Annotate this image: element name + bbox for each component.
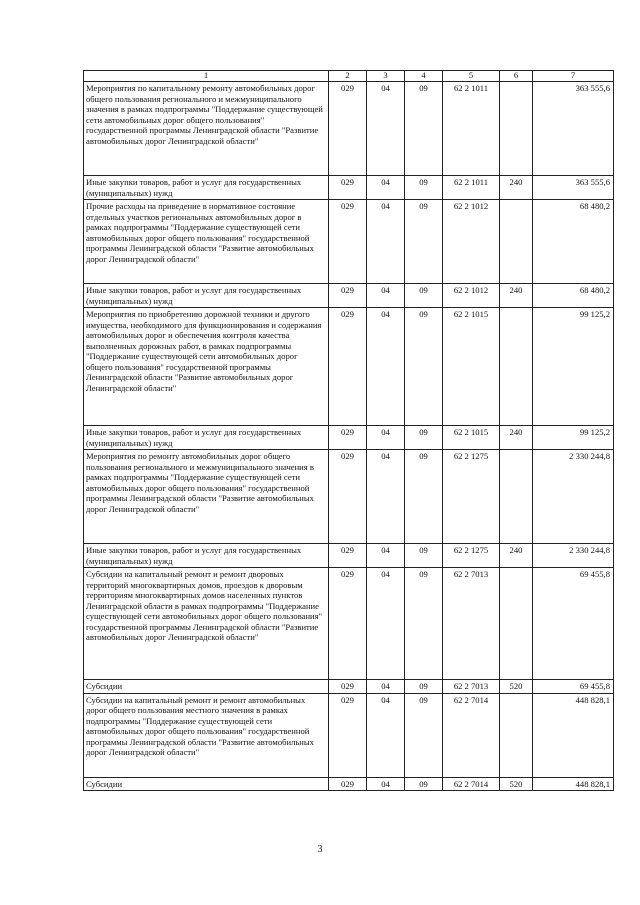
header-col-2: 2 bbox=[329, 71, 367, 82]
table-row bbox=[84, 426, 614, 450]
header-col-5: 5 bbox=[443, 71, 500, 82]
row-subsection: 09 bbox=[405, 680, 443, 694]
row-amount: 363 555,6 bbox=[533, 176, 614, 200]
row-section: 04 bbox=[367, 82, 405, 176]
header-col-4: 4 bbox=[405, 71, 443, 82]
row-amount: 448 828,1 bbox=[533, 693, 614, 777]
row-amount: 2 330 244,8 bbox=[533, 544, 614, 568]
table-row bbox=[84, 568, 614, 680]
row-expense-type bbox=[500, 450, 533, 544]
header-col-6: 6 bbox=[500, 71, 533, 82]
row-subsection: 09 bbox=[405, 777, 443, 791]
row-description: Иные закупки товаров, работ и услуг для государственных (муниципальных) нужд bbox=[84, 544, 329, 568]
row-admin-code: 029 bbox=[329, 176, 367, 200]
row-expense-type: 240 bbox=[500, 284, 533, 308]
row-description: Субсидии на капитальный ремонт и ремонт дворовых территорий многоквартирных домов, проездов к дворовым территориям многоквартирных домов населенных пунктов Ленинградской области в рамках подпрограммы "Поддержание существующей сети автомобильных дорог общего пользования" государственной программы Ленинградской области "Развитие автомобильных дорог Ленинградской области" bbox=[84, 568, 329, 680]
row-amount: 363 555,6 bbox=[533, 82, 614, 176]
row-target-article: 62 2 1012 bbox=[443, 284, 500, 308]
table-row bbox=[84, 680, 614, 694]
row-description: Субсидии bbox=[84, 777, 329, 791]
header-col-7: 7 bbox=[533, 71, 614, 82]
row-subsection: 09 bbox=[405, 450, 443, 544]
row-admin-code: 029 bbox=[329, 693, 367, 777]
table-row bbox=[84, 544, 614, 568]
row-section: 04 bbox=[367, 284, 405, 308]
row-subsection: 09 bbox=[405, 693, 443, 777]
row-expense-type: 240 bbox=[500, 426, 533, 450]
row-target-article: 62 2 1275 bbox=[443, 450, 500, 544]
row-admin-code: 029 bbox=[329, 284, 367, 308]
row-amount: 2 330 244,8 bbox=[533, 450, 614, 544]
row-target-article: 62 2 7013 bbox=[443, 680, 500, 694]
row-target-article: 62 2 7014 bbox=[443, 777, 500, 791]
row-section: 04 bbox=[367, 544, 405, 568]
budget-table bbox=[83, 70, 614, 791]
row-section: 04 bbox=[367, 568, 405, 680]
row-subsection: 09 bbox=[405, 308, 443, 426]
row-amount: 69 455,8 bbox=[533, 680, 614, 694]
row-section: 04 bbox=[367, 680, 405, 694]
row-description: Прочие расходы на приведение в нормативное состояние отдельных участков региональных автомобильных дорог в рамках подпрограммы "Поддержание существующей сети автомобильных дорог общего пользования" государственной программы Ленинградской области "Развитие автомобильных дорог Ленинградской области" bbox=[84, 200, 329, 284]
row-target-article: 62 2 1011 bbox=[443, 82, 500, 176]
row-subsection: 09 bbox=[405, 82, 443, 176]
row-section: 04 bbox=[367, 176, 405, 200]
row-description: Иные закупки товаров, работ и услуг для государственных (муниципальных) нужд bbox=[84, 426, 329, 450]
row-section: 04 bbox=[367, 777, 405, 791]
row-subsection: 09 bbox=[405, 284, 443, 308]
header-row bbox=[84, 71, 614, 82]
row-expense-type: 520 bbox=[500, 680, 533, 694]
row-target-article: 62 2 7013 bbox=[443, 568, 500, 680]
row-section: 04 bbox=[367, 693, 405, 777]
row-expense-type: 520 bbox=[500, 777, 533, 791]
row-amount: 68 480,2 bbox=[533, 284, 614, 308]
row-description: Мероприятия по капитальному ремонту автомобильных дорог общего пользования регионального и межмуниципального значения в рамках подпрограммы "Поддержание существующей сети автомобильных дорог общего пользования" государственной программы Ленинградской области "Развитие автомобильных дорог Ленинградской области" bbox=[84, 82, 329, 176]
row-section: 04 bbox=[367, 450, 405, 544]
row-target-article: 62 2 1011 bbox=[443, 176, 500, 200]
table-row bbox=[84, 176, 614, 200]
row-admin-code: 029 bbox=[329, 544, 367, 568]
row-target-article: 62 2 1275 bbox=[443, 544, 500, 568]
table-row bbox=[84, 777, 614, 791]
table-row bbox=[84, 82, 614, 176]
row-description: Иные закупки товаров, работ и услуг для государственных (муниципальных) нужд bbox=[84, 284, 329, 308]
row-amount: 99 125,2 bbox=[533, 308, 614, 426]
row-expense-type bbox=[500, 568, 533, 680]
row-description: Субсидии bbox=[84, 680, 329, 694]
row-expense-type bbox=[500, 693, 533, 777]
row-subsection: 09 bbox=[405, 568, 443, 680]
row-subsection: 09 bbox=[405, 200, 443, 284]
row-expense-type bbox=[500, 308, 533, 426]
row-target-article: 62 2 1015 bbox=[443, 426, 500, 450]
table-row bbox=[84, 284, 614, 308]
row-admin-code: 029 bbox=[329, 450, 367, 544]
table-row bbox=[84, 308, 614, 426]
row-expense-type: 240 bbox=[500, 544, 533, 568]
row-admin-code: 029 bbox=[329, 200, 367, 284]
row-subsection: 09 bbox=[405, 544, 443, 568]
row-amount: 69 455,8 bbox=[533, 568, 614, 680]
row-admin-code: 029 bbox=[329, 680, 367, 694]
row-section: 04 bbox=[367, 426, 405, 450]
row-amount: 448 828,1 bbox=[533, 777, 614, 791]
page-number: 3 bbox=[317, 844, 323, 855]
row-expense-type bbox=[500, 82, 533, 176]
row-section: 04 bbox=[367, 308, 405, 426]
row-description: Субсидии на капитальный ремонт и ремонт автомобильных дорог общего пользования местного значения в рамках подпрограммы "Поддержание существующей сети автомобильных дорог общего пользования" государственной программы Ленинградской области "Развитие автомобильных дорог Ленинградской области" bbox=[84, 693, 329, 777]
row-target-article: 62 2 1012 bbox=[443, 200, 500, 284]
row-description: Иные закупки товаров, работ и услуг для государственных (муниципальных) нужд bbox=[84, 176, 329, 200]
row-target-article: 62 2 7014 bbox=[443, 693, 500, 777]
header-col-3: 3 bbox=[367, 71, 405, 82]
row-expense-type: 240 bbox=[500, 176, 533, 200]
row-subsection: 09 bbox=[405, 176, 443, 200]
header-col-1: 1 bbox=[84, 71, 329, 82]
row-expense-type bbox=[500, 200, 533, 284]
table-row bbox=[84, 693, 614, 777]
row-description: Мероприятия по ремонту автомобильных дорог общего пользования регионального и межмуниципального значения в рамках подпрограммы "Поддержание существующей сети автомобильных дорог общего пользования" государственной программы Ленинградской области "Развитие автомобильных дорог Ленинградской области" bbox=[84, 450, 329, 544]
row-subsection: 09 bbox=[405, 426, 443, 450]
row-admin-code: 029 bbox=[329, 82, 367, 176]
row-admin-code: 029 bbox=[329, 568, 367, 680]
table-row bbox=[84, 450, 614, 544]
row-amount: 99 125,2 bbox=[533, 426, 614, 450]
row-admin-code: 029 bbox=[329, 426, 367, 450]
row-admin-code: 029 bbox=[329, 308, 367, 426]
row-amount: 68 480,2 bbox=[533, 200, 614, 284]
row-target-article: 62 2 1015 bbox=[443, 308, 500, 426]
row-description: Мероприятия по приобретению дорожной техники и другого имущества, необходимого для функционирования и содержания автомобильных дорог и обеспечения контроля качества выполненных дорожных работ, в рамках подпрограммы "Поддержание существующей сети автомобильных дорог общего пользования" государственной программы Ленинградской области "Развитие автомобильных дорог Ленинградской области" bbox=[84, 308, 329, 426]
budget-table-container bbox=[83, 70, 613, 791]
table-row bbox=[84, 200, 614, 284]
row-section: 04 bbox=[367, 200, 405, 284]
row-admin-code: 029 bbox=[329, 777, 367, 791]
